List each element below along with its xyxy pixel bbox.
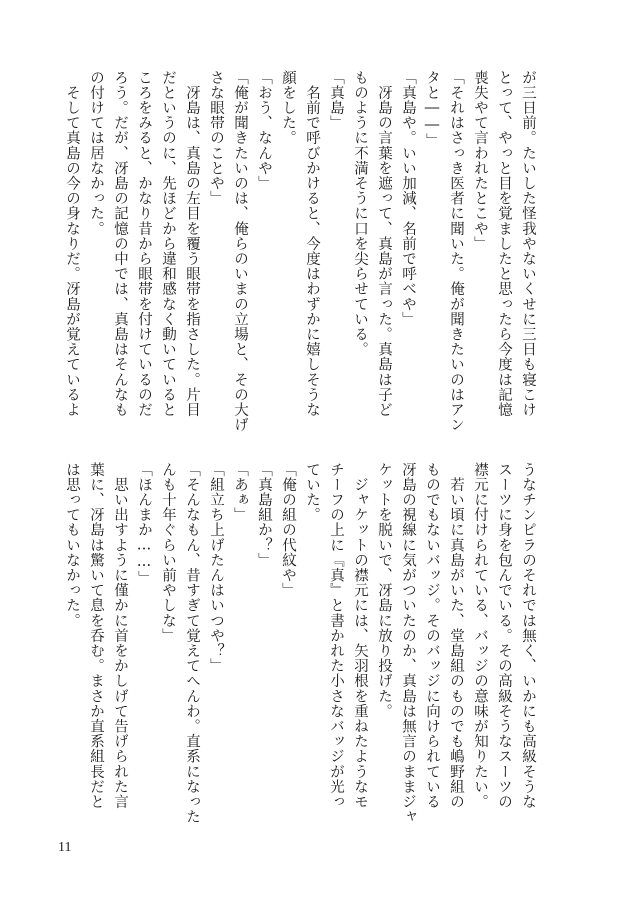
text-line: ものように不満そうに口を尖らせている。 [352, 70, 368, 357]
text-line: ものでもないバッジ。そのバッジに向けられている [424, 462, 440, 810]
text-line: とって、やっと目を覚ましたと思ったら今度は記憶 [496, 70, 512, 418]
text-line: が三日前。たいした怪我やないくせに三日も寝こけ [520, 70, 536, 418]
text-line: ころをみると、かなり昔から眼帯を付けているのだ [136, 70, 152, 418]
text-line: ケットを脱いで、冴島に放り投げた。 [376, 462, 392, 719]
text-line: 「真島」 [328, 70, 344, 131]
text-line: 冴島は、真島の左目を覆う眼帯を指さした。片目 [184, 70, 200, 418]
text-line: 喪失やて言われたとこや」 [472, 70, 488, 252]
text-line: 思い出すように僅かに首をかしげて告げられた言 [112, 462, 128, 810]
text-line: スーツに身を包んでいる。その高級そうなスーツの [496, 462, 512, 810]
text-line: そして真島の今の身なりだ。冴島が覚えているよ [64, 70, 80, 418]
text-line: ていた。 [304, 462, 320, 523]
text-line: 顔をした。 [280, 70, 296, 146]
text-line: うなチンピラのそれでは無く、いかにも高級そうな [520, 462, 536, 810]
text-line: 「あぁ」 [232, 462, 248, 523]
bottom-text-block [64, 462, 540, 825]
text-line: タと――」 [424, 70, 440, 149]
text-line: んも十年ぐらい前やしな」 [160, 462, 176, 644]
text-line: は思ってもいなかった。 [64, 462, 80, 629]
text-line: 「俺の組の代紋や」 [280, 462, 296, 598]
text-line: 「おう、なんや」 [256, 70, 272, 191]
text-line: 「組立ち上げたんはいつや？」 [208, 462, 224, 674]
text-line: の付けては居なかった。 [88, 70, 104, 237]
text-line: 「俺が聞きたいのは、俺らのいまの立場と、その大げ [232, 70, 248, 433]
text-line: 冴島の視線に気がついたのか、真島は無言のままジャ [400, 462, 416, 825]
text-line: チーフの上に『真』と書かれた小さなバッジが光っ [328, 462, 344, 810]
text-line: だというのに、先ほどから違和感なく動いていると [160, 70, 176, 418]
text-line: 葉に、冴島は驚いて息を呑む。まさか直系組長だと [88, 462, 104, 810]
text-line: 「真島や。いい加減、名前で呼べや」 [400, 70, 416, 327]
text-line: 冴島の言葉を遮って、真島が言った。真島は子ど [376, 70, 392, 418]
text-line: 名前で呼びかけると、今度はわずかに嬉しそうな [304, 70, 320, 418]
text-line: 若い頃に真島がいた、堂島組のものでも嶋野組の [448, 462, 464, 810]
text-line: ろう。だが、冴島の記憶の中では、真島はそんなも [112, 70, 128, 418]
text-line: ジャケットの襟元には、矢羽根を重ねたようなモ [352, 462, 368, 810]
text-line: 「そんなもん、昔すぎて覚えてへんわ。直系になった [184, 462, 200, 825]
page-number: 11 [58, 840, 72, 855]
top-text-block [64, 70, 540, 433]
text-line: 襟元に付けられている、バッジの意味が知りたい。 [472, 462, 488, 810]
text-line: 「ほんまか……」 [136, 462, 152, 586]
text-line: 「真島組か？」 [256, 462, 272, 568]
text-line: 「それはさっき医者に聞いた。俺が聞きたいのはアン [448, 70, 464, 433]
text-line: さな眼帯のことや」 [208, 70, 224, 206]
